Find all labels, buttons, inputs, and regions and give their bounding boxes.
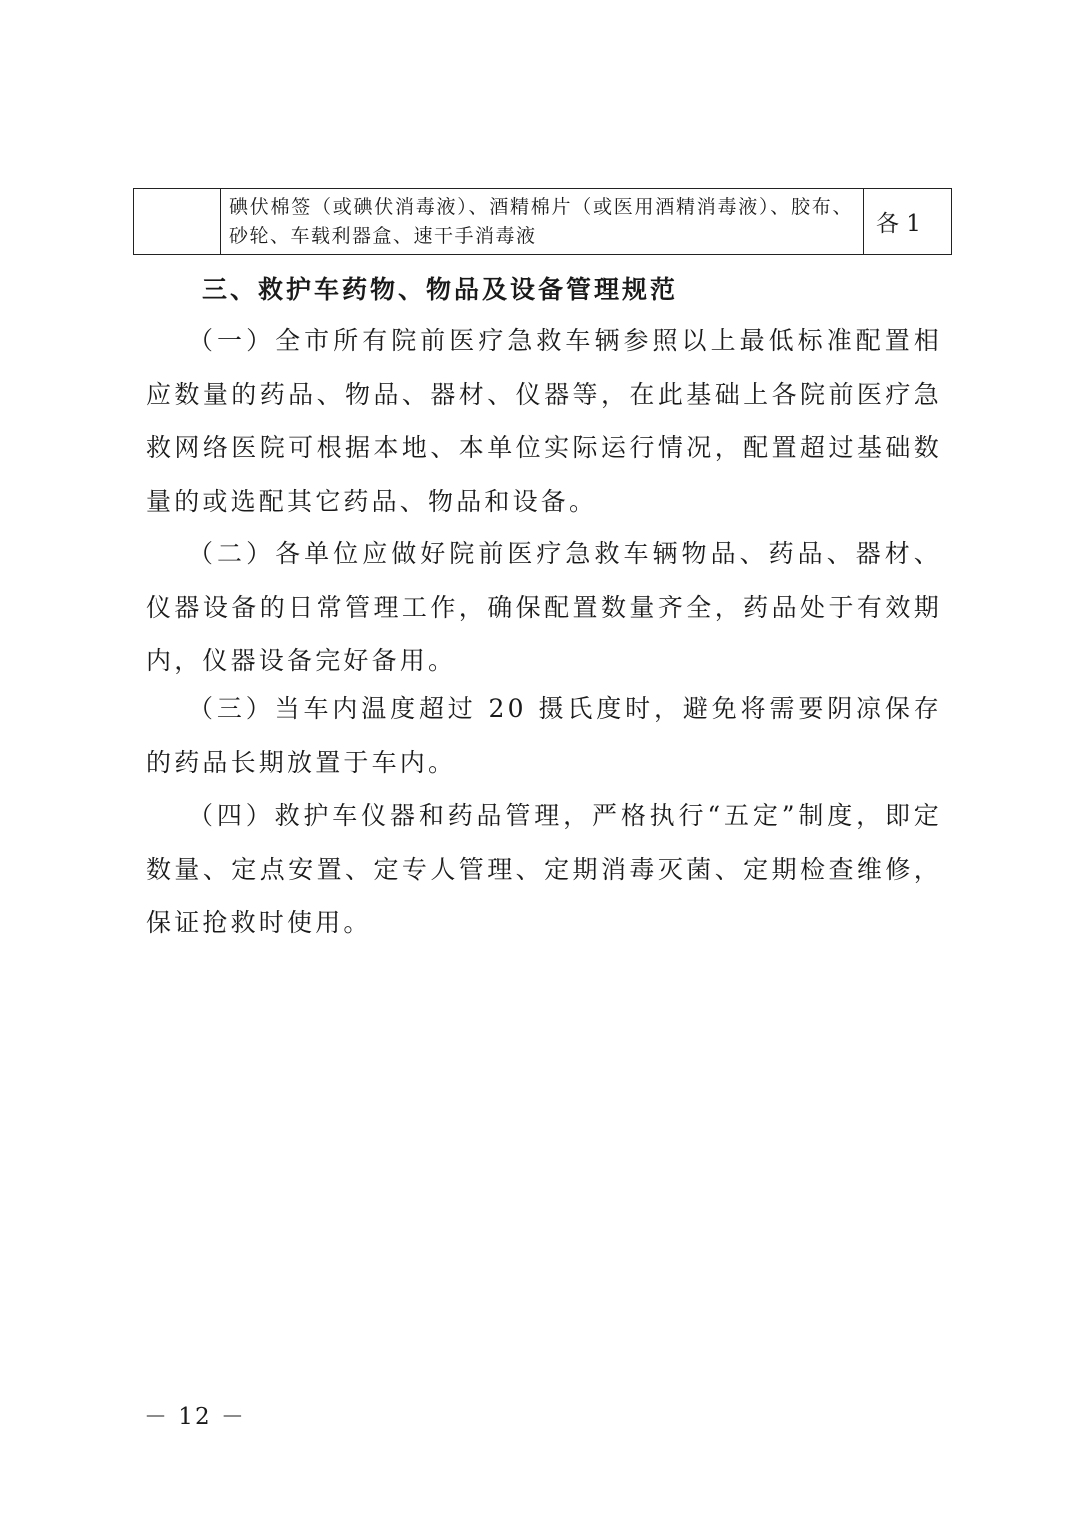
- section-heading: 三、救护车药物、物品及设备管理规范: [202, 275, 679, 304]
- paragraph-4: （四）救护车仪器和药品管理，严格执行“五定”制度，即定数量、定点安置、定专人管理、定期消毒灭菌、定期检查维修，保证抢救时使用。: [146, 801, 942, 937]
- paragraph-1: （一）全市所有院前医疗急救车辆参照以上最低标准配置相应数量的药品、物品、器材、仪器等，在此基础上各院前医疗急救网络医院可根据本地、本单位实际运行情况，配置超过基础数量的或选配其它药品、物品和设备。: [146, 326, 942, 516]
- table-cell-quantity: 各 1: [864, 189, 952, 255]
- page-number: － 12 －: [144, 1404, 246, 1430]
- paragraph-3: （三）当车内温度超过 20 摄氏度时，避免将需要阴凉保存的药品长期放置于车内。: [146, 694, 942, 777]
- table-row: [134, 189, 952, 255]
- table-cell-category: [134, 189, 221, 255]
- table-cell-items: 碘伏棉签（或碘伏消毒液）、酒精棉片（或医用酒精消毒液）、胶布、砂轮、车载利器盒、速干手消毒液: [221, 189, 864, 255]
- paragraph-2: （二）各单位应做好院前医疗急救车辆物品、药品、器材、仪器设备的日常管理工作，确保配置数量齐全，药品处于有效期内，仪器设备完好备用。: [146, 539, 942, 675]
- equipment-table-fragment: [133, 188, 952, 255]
- equipment-table: [133, 188, 952, 255]
